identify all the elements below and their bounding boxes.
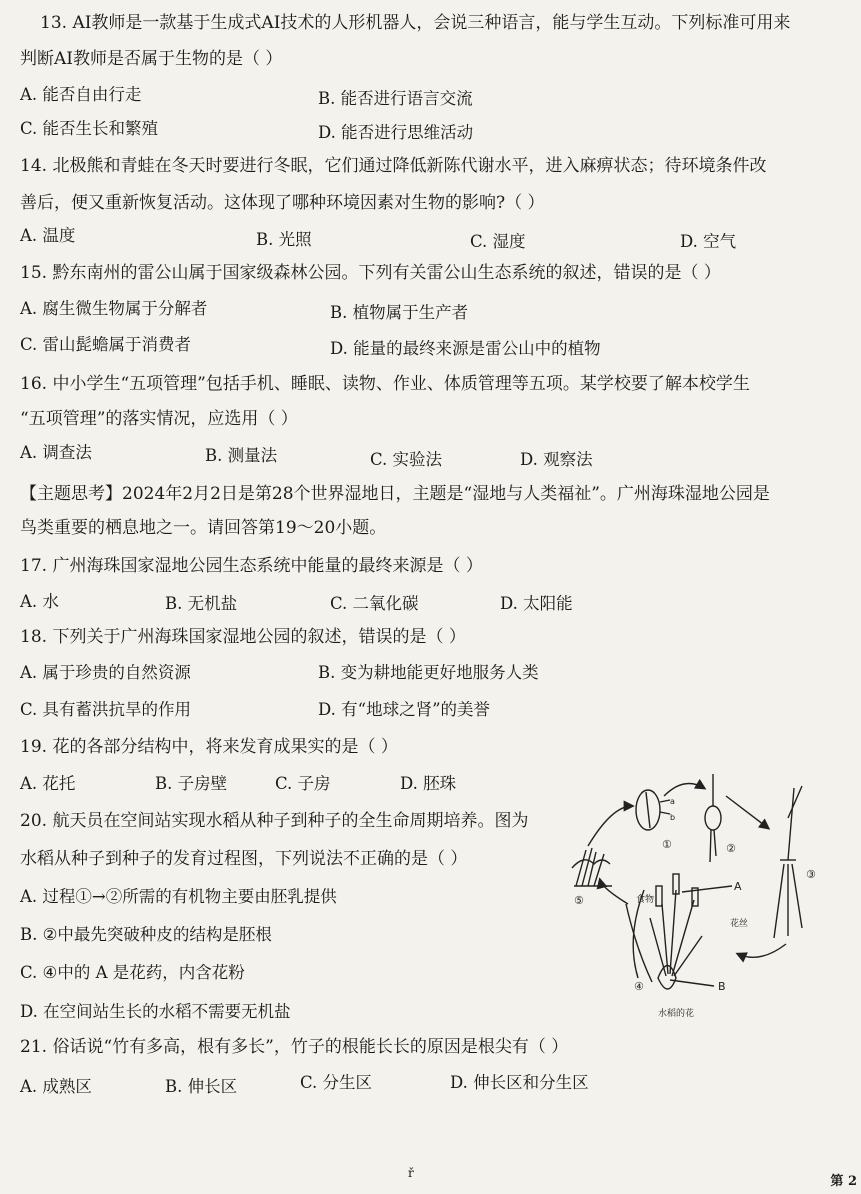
q18-option-c: C. 具有蓄洪抗旱的作用	[20, 700, 192, 719]
q15-option-b: B. 植物属于生产者	[330, 303, 469, 322]
q20-option-d: D. 在空间站生长的水稻不需要无机盐	[20, 1002, 291, 1021]
q20-stem-line1: 20. 航天员在空间站实现水稻从种子到种子的全生命周期培养。图为	[20, 811, 529, 831]
food-label: 食物	[636, 895, 655, 905]
stage-5-label: ⑤	[574, 894, 584, 907]
q16-option-d: D. 观察法	[520, 450, 593, 469]
label-a: A	[734, 880, 742, 893]
q17-stem: 17. 广州海珠国家湿地公园生态系统中能量的最终来源是（ ）	[20, 556, 483, 576]
q13-option-c: C. 能否生长和繁殖	[20, 119, 159, 138]
q14-option-d: D. 空气	[680, 232, 737, 251]
q19-option-c: C. 子房	[275, 774, 331, 793]
q13-stem-line2: 判断AI教师是否属于生物的是（ ）	[20, 49, 283, 69]
q19-stem: 19. 花的各部分结构中，将来发育成果实的是（ ）	[20, 737, 398, 757]
q20-option-a: A. 过程①→②所需的有机物主要由胚乳提供	[20, 887, 337, 906]
q16-stem-line2: “五项管理”的落实情况，应选用（ ）	[20, 409, 298, 429]
q16-stem-line1: 16. 中小学生“五项管理”包括手机、睡眠、读物、作业、体质管理等五项。某学校要了解本校学生	[20, 374, 750, 394]
label-b: B	[718, 980, 726, 993]
theme-line1: 【主题思考】2024年2月2日是第28个世界湿地日，主题是“湿地与人类福祉”。广州海珠湿地公园是	[20, 484, 770, 504]
q13-option-d: D. 能否进行思维活动	[318, 123, 474, 142]
stray-mark: ř	[408, 1166, 414, 1180]
stage-2-label: ②	[726, 842, 736, 855]
q13-option-b: B. 能否进行语言交流	[318, 89, 473, 108]
stage-1-label: ①	[662, 838, 672, 851]
q17-option-d: D. 太阳能	[500, 594, 573, 613]
theme-line2: 鸟类重要的栖息地之一。请回答第19～20小题。	[20, 518, 387, 538]
q21-option-b: B. 伸长区	[165, 1077, 238, 1096]
page-number: 第 2	[830, 1174, 857, 1189]
q19-option-d: D. 胚珠	[400, 774, 457, 793]
q14-stem-line1: 14. 北极熊和青蛙在冬天时要进行冬眠，它们通过降低新陈代谢水平，进入麻痹状态；待环境条件改	[20, 156, 767, 176]
q21-option-a: A. 成熟区	[20, 1077, 92, 1096]
q18-option-a: A. 属于珍贵的自然资源	[20, 663, 191, 682]
filament-label: 花丝	[730, 919, 749, 929]
q17-option-a: A. 水	[20, 592, 59, 611]
figure-caption: 水稻的花	[658, 1009, 695, 1018]
q16-option-b: B. 测量法	[205, 446, 278, 465]
q15-stem: 15. 黔东南州的雷公山属于国家级森林公园。下列有关雷公山生态系统的叙述，错误的是（ ）	[20, 263, 721, 283]
q16-option-c: C. 实验法	[370, 450, 443, 469]
q14-stem-line2: 善后，便又重新恢复活动。这体现了哪种环境因素对生物的影响?（ ）	[20, 193, 545, 213]
stage-3-label: ③	[806, 868, 816, 881]
mature-rice-drawing	[572, 848, 612, 886]
germinating-seed-drawing	[705, 774, 721, 862]
q15-option-c: C. 雷山髭蟾属于消费者	[20, 335, 192, 354]
q14-option-c: C. 湿度	[470, 232, 526, 251]
q18-option-d: D. 有“地球之肾”的美誉	[318, 700, 491, 719]
stage-4-label: ④	[634, 980, 644, 993]
q15-option-d: D. 能量的最终来源是雷公山中的植物	[330, 339, 601, 358]
q17-option-b: B. 无机盐	[165, 594, 238, 613]
q20-stem-line2: 水稻从种子到种子的发育过程图，下列说法不正确的是（ ）	[20, 849, 468, 869]
q20-option-b: B. ②中最先突破种皮的结构是胚根	[20, 925, 272, 944]
q18-stem: 18. 下列关于广州海珠国家湿地公园的叙述，错误的是（ ）	[20, 627, 466, 647]
q21-stem: 21. 俗话说“竹有多高，根有多长”，竹子的根能长长的原因是根尖有（ ）	[20, 1037, 569, 1057]
seed-part-a-label: a	[670, 797, 675, 806]
rice-lifecycle-diagram	[566, 768, 828, 1018]
q20-option-c: C. ④中的 A 是花药，内含花粉	[20, 963, 245, 982]
q14-option-a: A. 温度	[20, 226, 76, 245]
q14-option-b: B. 光照	[256, 230, 312, 249]
q13-stem-line1: 13. AI教师是一款基于生成式AI技术的人形机器人，会说三种语言，能与学生互动。下列标准可用来	[40, 13, 791, 33]
seed-part-b-label: b	[670, 813, 676, 822]
seedling-drawing	[774, 786, 802, 938]
q21-option-c: C. 分生区	[300, 1073, 373, 1092]
q13-option-a: A. 能否自由行走	[20, 85, 142, 104]
q19-option-b: B. 子房壁	[155, 774, 228, 793]
q15-option-a: A. 腐生微生物属于分解者	[20, 299, 208, 318]
q19-option-a: A. 花托	[20, 774, 76, 793]
q16-option-a: A. 调查法	[20, 443, 92, 462]
q21-option-d: D. 伸长区和分生区	[450, 1073, 589, 1092]
q17-option-c: C. 二氧化碳	[330, 594, 419, 613]
q18-option-b: B. 变为耕地能更好地服务人类	[318, 663, 539, 682]
